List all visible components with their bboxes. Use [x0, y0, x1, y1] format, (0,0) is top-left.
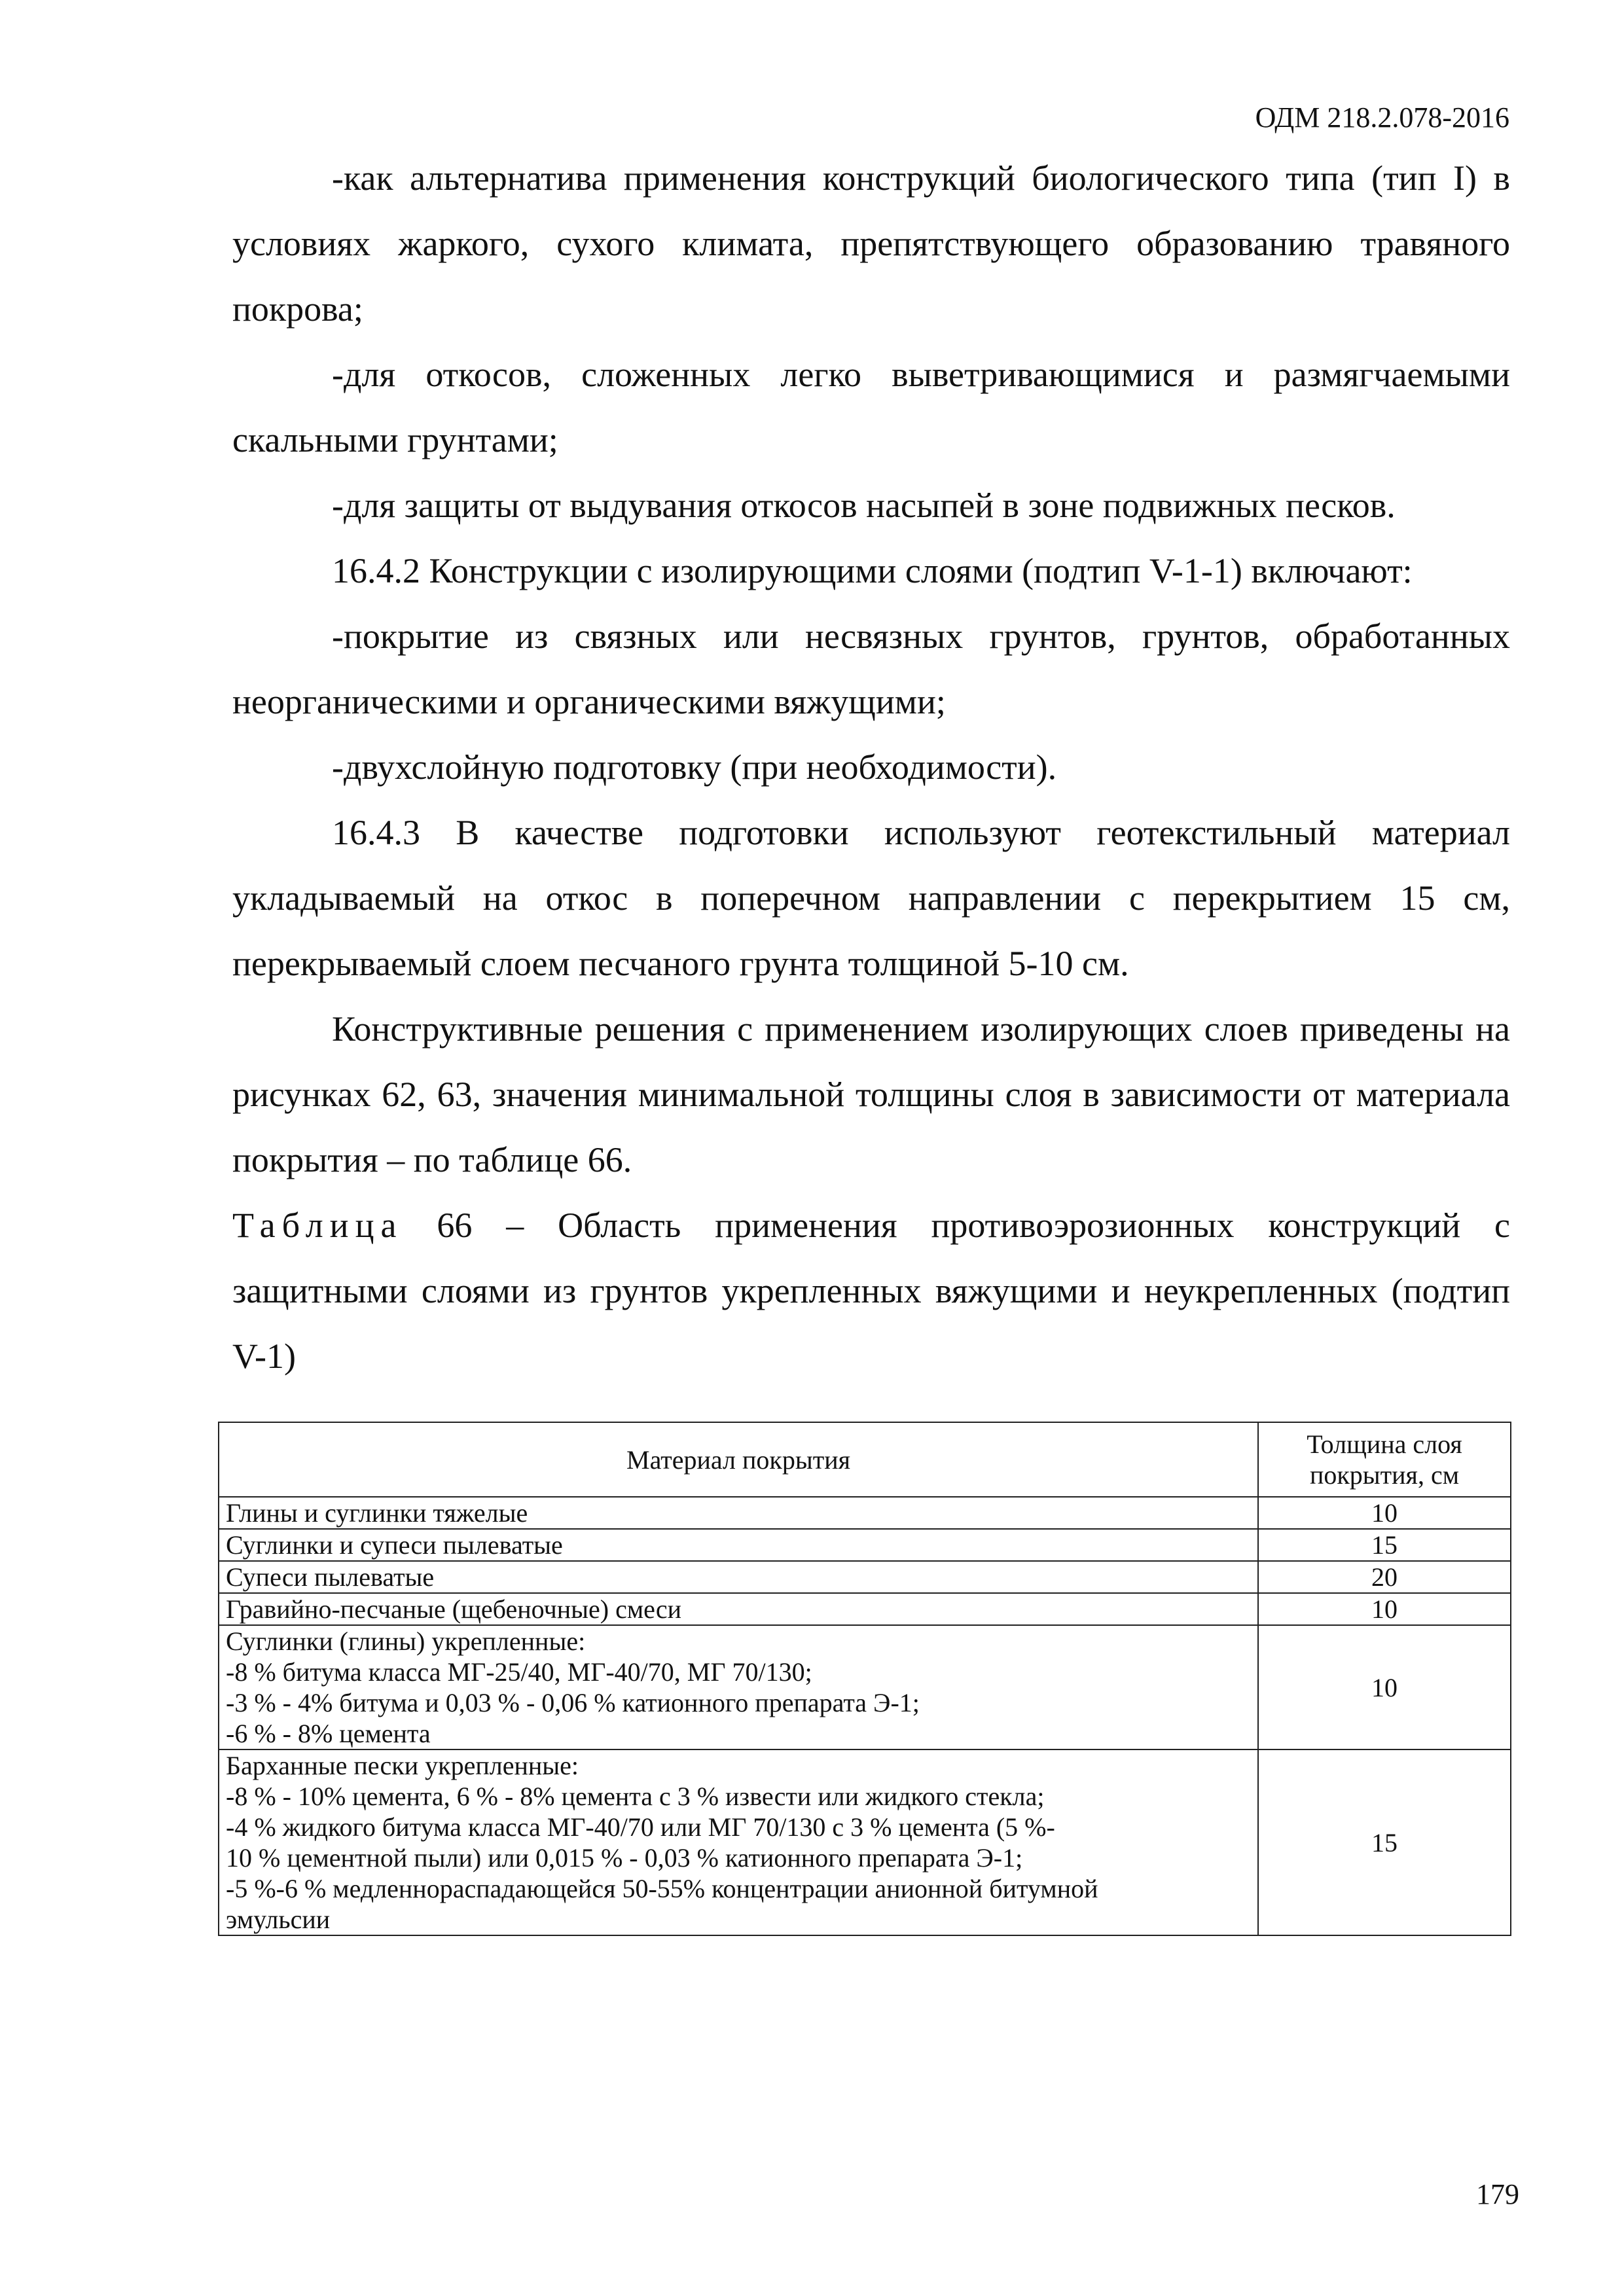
table-header-row — [219, 1422, 1511, 1497]
cell-thickness: 15 — [1258, 1749, 1511, 1935]
table-row — [219, 1593, 1511, 1625]
cell-thickness: 10 — [1258, 1625, 1511, 1749]
table-row — [219, 1625, 1511, 1749]
table-caption-text: 66 – Область применения противоэрозионных конструкций с защитными слоями из грунтов укрепленных вяжущими и неукрепленных (подтип V-1) — [232, 1206, 1510, 1376]
cell-material: Суглинки и супеси пылеватые — [219, 1529, 1258, 1561]
cell-thickness: 10 — [1258, 1593, 1511, 1625]
coating-thickness-table — [218, 1422, 1511, 1936]
paragraph: -для откосов, сложенных легко выветривающимися и размягчаемыми скальными грунтами; — [232, 355, 1510, 459]
paragraph: -как альтернатива применения конструкций биологического типа (тип I) в условиях жаркого, сухого климата, препятствующего образованию травяного покрова; — [232, 158, 1510, 329]
paragraph: -для защиты от выдувания откосов насыпей в зоне подвижных песков. — [332, 486, 1396, 525]
cell-material: Барханные пески укрепленные: -8 % - 10% цемента, 6 % - 8% цемента с 3 % извести или жидкого стекла; -4 % жидкого битума класса МГ-40/70 или МГ 70/130 с 3 % цемента (5 %- 10 % цементной пыли) или 0,015 % - 0,03 % катионного препарата Э-1; -5 %-6 % медленнораспадающейся 50-55% концентрации анионной битумной эмульсии — [219, 1749, 1258, 1935]
table-row — [219, 1497, 1511, 1529]
header-thickness: Толщина слоя покрытия, см — [1258, 1422, 1511, 1497]
table-row — [219, 1561, 1511, 1593]
cell-material: Гравийно-песчаные (щебеночные) смеси — [219, 1593, 1258, 1625]
paragraph: -двухслойную подготовку (при необходимости). — [332, 747, 1057, 787]
table-caption-label: Таблица — [232, 1206, 403, 1245]
cell-thickness: 20 — [1258, 1561, 1511, 1593]
paragraph: -покрытие из связных или несвязных грунтов, грунтов, обработанных неорганическими и органическими вяжущими; — [232, 617, 1510, 721]
paragraph: 16.4.2 Конструкции с изолирующими слоями (подтип V-1-1) включают: — [332, 551, 1413, 590]
cell-material: Супеси пылеватые — [219, 1561, 1258, 1593]
paragraph: Конструктивные решения с применением изолирующих слоев приведены на рисунках 62, 63, значения минимальной толщины слоя в зависимости от материала покрытия – по таблице 66. — [232, 1009, 1510, 1179]
table-row — [219, 1749, 1511, 1935]
page-number: 179 — [1476, 2178, 1519, 2210]
table-row — [219, 1529, 1511, 1561]
cell-material: Суглинки (глины) укрепленные: -8 % битума класса МГ-25/40, МГ-40/70, МГ 70/130; -3 % - 4% битума и 0,03 % - 0,06 % катионного препарата Э-1; -6 % - 8% цемента — [219, 1625, 1258, 1749]
paragraph: 16.4.3 В качестве подготовки используют геотекстильный материал укладываемый на откос в поперечном направлении с перекрытием 15 см, перекрываемый слоем песчаного грунта толщиной 5-10 см. — [232, 813, 1510, 983]
header-material: Материал покрытия — [219, 1422, 1258, 1497]
cell-thickness: 15 — [1258, 1529, 1511, 1561]
cell-material: Глины и суглинки тяжелые — [219, 1497, 1258, 1529]
body-text — [232, 145, 1510, 1389]
document-code: ОДМ 218.2.078-2016 — [1255, 101, 1509, 134]
table-caption — [232, 1193, 1510, 1389]
cell-thickness: 10 — [1258, 1497, 1511, 1529]
